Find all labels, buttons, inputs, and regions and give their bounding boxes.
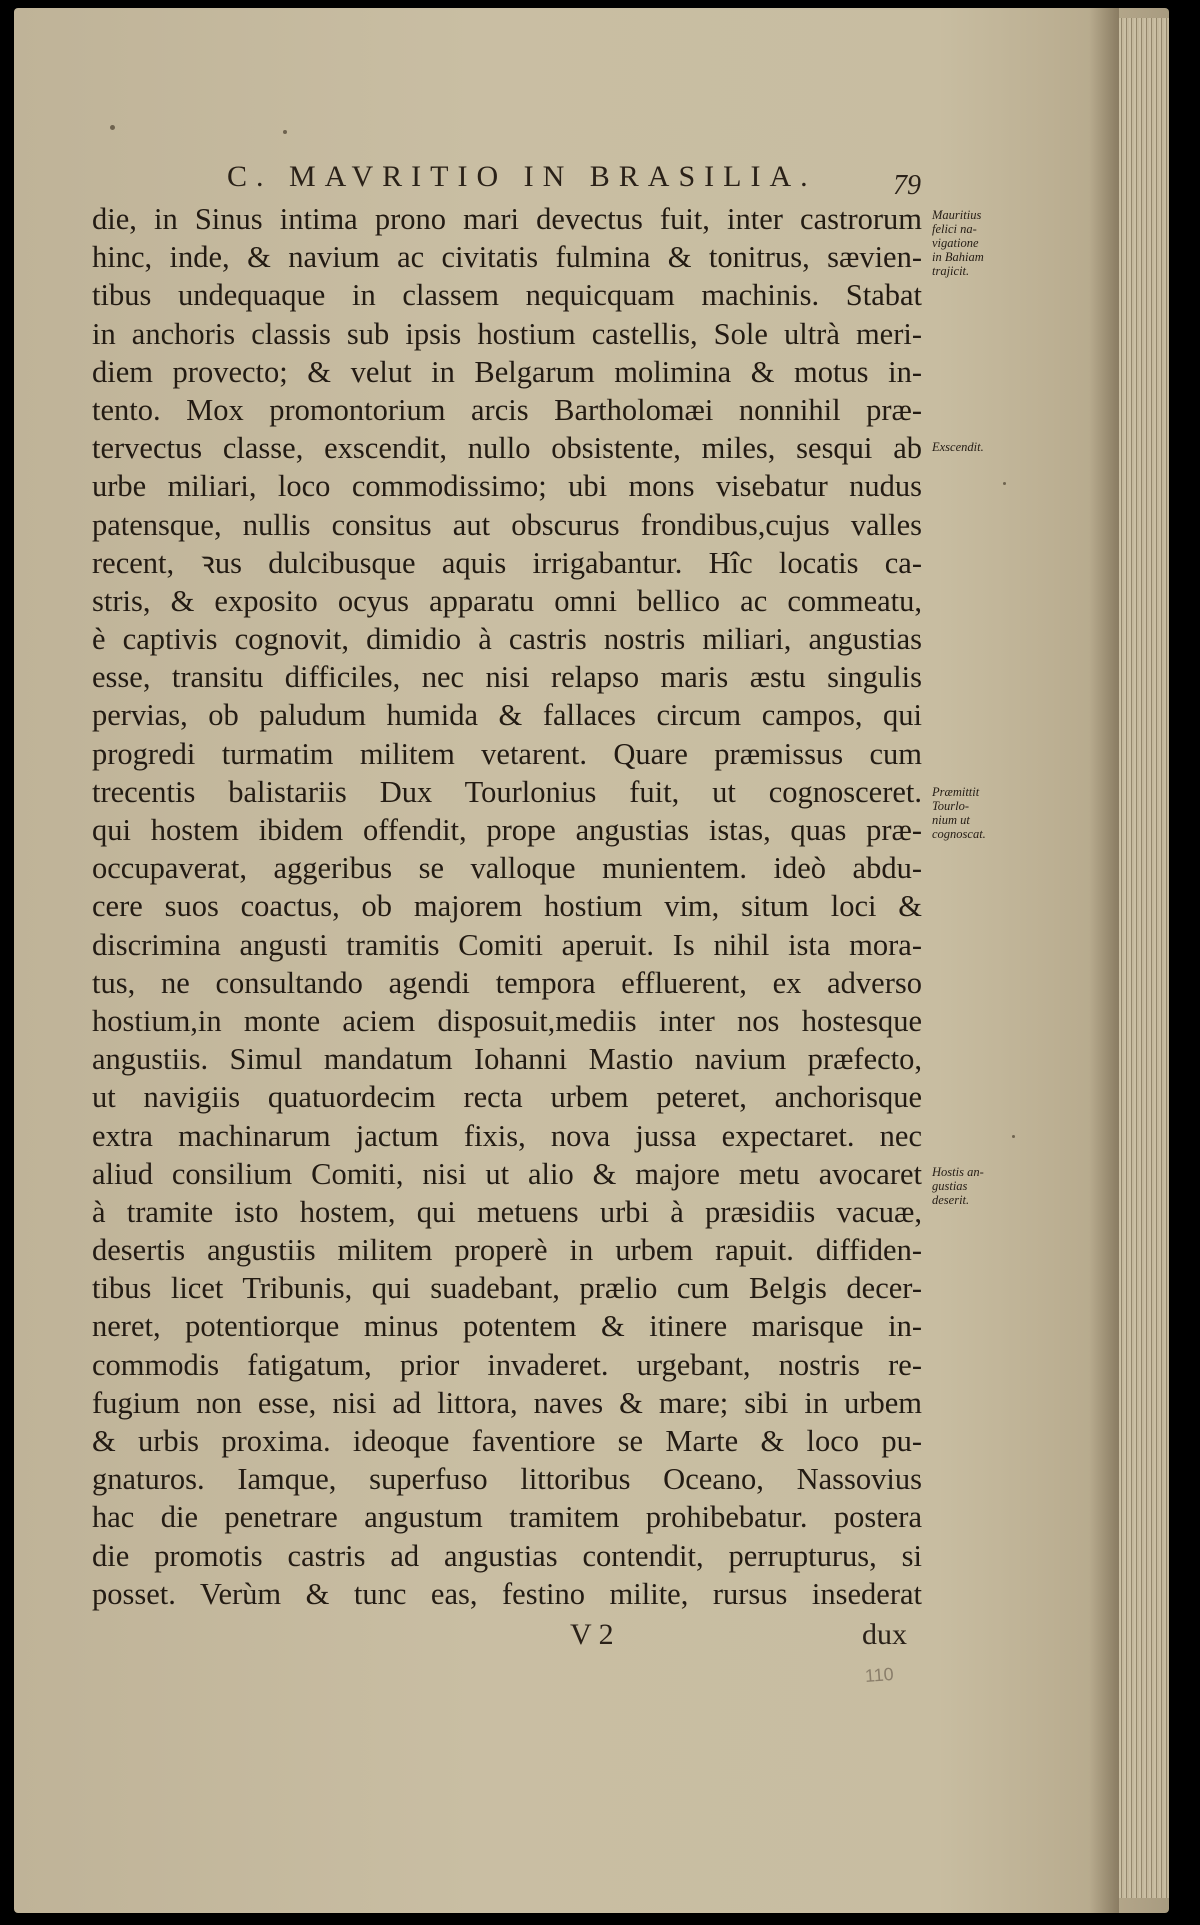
- text-line: pervias, ob paludum humida & fallaces circum campos, qui: [92, 698, 922, 733]
- text-line: aliud consilium Comiti, nisi ut alio & majore metu avocaret: [92, 1156, 922, 1191]
- running-title: C. MAVRITIO IN BRASILIA.: [227, 160, 817, 193]
- text-line: hostium,in monte aciem disposuit,mediis inter nos hostesque: [92, 1003, 922, 1038]
- ink-speck: [110, 125, 115, 130]
- margin-note-line: Tourlo-: [932, 799, 970, 813]
- margin-note-line: vigatione: [932, 236, 979, 250]
- ink-speck: [1003, 482, 1006, 485]
- text-line: ut navigiis quatuordecim recta urbem peteret, anchorisque: [92, 1080, 922, 1115]
- text-line: tibus licet Tribunis, qui suadebant, prælio cum Belgis decer-: [92, 1271, 922, 1306]
- margin-note-line: Exscendit.: [932, 440, 984, 454]
- margin-note-line: trajicit.: [932, 264, 970, 278]
- margin-note-4: [932, 1165, 1012, 1207]
- margin-note-3: [932, 785, 1012, 841]
- text-line: posset. Verùm & tunc eas, festino milite, rursus insederat: [92, 1576, 922, 1611]
- text-line: & urbis proxima. ideoque faventiore se Marte & loco pu-: [92, 1424, 922, 1458]
- text-line: extra machinarum jactum fixis, nova jussa expectaret. nec: [92, 1118, 922, 1153]
- margin-note-line: nium ut: [932, 813, 970, 827]
- signature-mark: V 2: [570, 1618, 614, 1651]
- ink-speck: [1012, 1135, 1015, 1138]
- text-line: discrimina angusti tramitis Comiti aperuit. Is nihil ista mora-: [92, 927, 922, 962]
- page-gutter-shadow: [1089, 8, 1119, 1913]
- text-line: hinc, inde, & navium ac civitatis fulmina & tonitrus, sævien-: [92, 240, 922, 275]
- text-line: occupaverat, aggeribus se valloque munientem. ideò abdu-: [92, 851, 922, 886]
- text-line: die, in Sinus intima prono mari devectus fuit, inter castrorum: [92, 202, 922, 236]
- text-line: tervectus classe, exscendit, nullo obsistente, miles, sesqui ab: [92, 431, 922, 466]
- text-line: qui hostem ibidem offendit, prope angustias istas, quas præ-: [92, 813, 922, 847]
- margin-note-1: [932, 208, 1012, 278]
- ink-speck: [283, 130, 287, 134]
- text-line: desertis angustiis militem properè in urbem rapuit. diffiden-: [92, 1233, 922, 1268]
- catchword: dux: [862, 1618, 907, 1651]
- body-text: [92, 200, 922, 1613]
- text-line: gnaturos. Iamque, superfuso littoribus Oceano, Nassovius: [92, 1462, 922, 1497]
- margin-note-line: Hostis an-: [932, 1165, 984, 1179]
- text-line: progredi turmatim militem vetarent. Quare præmissus cum: [92, 736, 922, 771]
- margin-note-line: gustias: [932, 1179, 968, 1193]
- text-line: è captivis cognovit, dimidio à castris nostris miliari, angustias: [92, 622, 922, 657]
- text-line: urbe miliari, loco commodissimo; ubi mons visebatur nudus: [92, 469, 922, 504]
- text-line: à tramite isto hostem, qui metuens urbi à præsidiis vacuæ,: [92, 1194, 922, 1229]
- text-line: in anchoris classis sub ipsis hostium castellis, Sole ultrà meri-: [92, 316, 922, 351]
- text-line: die promotis castris ad angustias contendit, perrupturus, si: [92, 1538, 922, 1573]
- margin-note-line: cognoscat.: [932, 827, 986, 841]
- margin-note-line: Præmittit: [932, 785, 980, 799]
- margin-note-line: Mauritius: [932, 208, 982, 222]
- text-line: tento. Mox promontorium arcis Bartholomæi nonnihil præ-: [92, 392, 922, 427]
- text-line: tibus undequaque in classem nequicquam machinis. Stabat: [92, 278, 922, 313]
- text-line: neret, potentiorque minus potentem & itinere marisque in-: [92, 1309, 922, 1344]
- text-line: esse, transitu difficiles, nec nisi relapso maris æstu singulis: [92, 660, 922, 695]
- text-line: recent, ꝛus dulcibusque aquis irrigabantur. Hîc locatis ca-: [92, 545, 922, 580]
- text-line: stris, & exposito ocyus apparatu omni bellico ac commeatu,: [92, 583, 922, 618]
- text-line: diem provecto; & velut in Belgarum molimina & motus in-: [92, 354, 922, 389]
- page-number: 79: [893, 170, 921, 201]
- page-edges: [1119, 18, 1169, 1898]
- margin-note-2: [932, 440, 1012, 454]
- text-line: fugium non esse, nisi ad littora, naves & mare; sibi in urbem: [92, 1385, 922, 1420]
- text-line: commodis fatigatum, prior invaderet. urgebant, nostris re-: [92, 1347, 922, 1382]
- pencil-note: 110: [864, 1664, 895, 1686]
- text-line: angustiis. Simul mandatum Iohanni Mastio navium præfecto,: [92, 1042, 922, 1077]
- margin-note-line: in Bahiam: [932, 250, 984, 264]
- margin-note-line: deserit.: [932, 1193, 970, 1207]
- text-line: trecentis balistariis Dux Tourlonius fuit, ut cognosceret.: [92, 774, 922, 809]
- margin-note-line: felici na-: [932, 222, 977, 236]
- text-line: patensque, nullis consitus aut obscurus frondibus,cujus valles: [92, 507, 922, 542]
- text-line: hac die penetrare angustum tramitem prohibebatur. postera: [92, 1500, 922, 1535]
- text-line: tus, ne consultando agendi tempora effluerent, ex adverso: [92, 965, 922, 1000]
- text-line: cere suos coactus, ob majorem hostium vim, situm loci &: [92, 889, 922, 924]
